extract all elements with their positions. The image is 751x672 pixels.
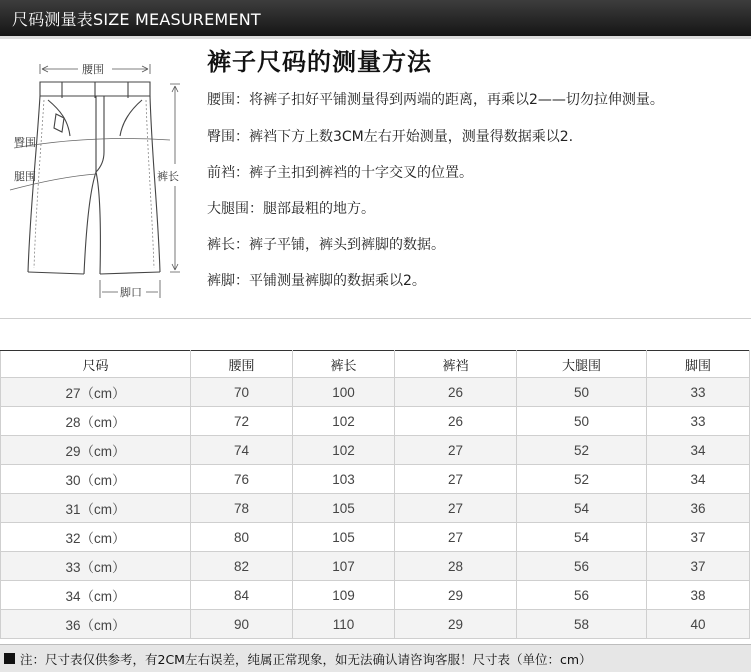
table-header-row bbox=[1, 351, 750, 378]
page-title: 尺码测量表SIZE MEASUREMENT bbox=[12, 10, 261, 29]
table-row bbox=[1, 610, 750, 639]
cell-hem: 38 bbox=[647, 581, 750, 610]
size-table bbox=[0, 350, 750, 639]
cell-length: 105 bbox=[293, 494, 395, 523]
cell-hem: 34 bbox=[647, 465, 750, 494]
cell-length: 107 bbox=[293, 552, 395, 581]
method-hem: 裤脚：平铺测量裤脚的数据乘以2。 bbox=[207, 273, 426, 289]
cell-waist: 84 bbox=[191, 581, 293, 610]
thigh-label: 腿围 bbox=[14, 170, 36, 183]
footer-note: 注：尺寸表仅供参考，有2CM左右误差，纯属正常现象，如无法确认请咨询客服！尺寸表（单位：cm） bbox=[20, 652, 592, 667]
table-row bbox=[1, 436, 750, 465]
cell-length: 110 bbox=[293, 610, 395, 639]
table-row bbox=[1, 581, 750, 610]
cell-thigh: 52 bbox=[517, 465, 647, 494]
footer-bar bbox=[0, 644, 751, 672]
method-length: 裤长：裤子平铺，裤头到裤脚的数据。 bbox=[207, 237, 445, 253]
method-waist: 腰围：将裤子扣好平铺测量得到两端的距离，再乘以2——切勿拉伸测量。 bbox=[207, 92, 664, 108]
cell-thigh: 50 bbox=[517, 378, 647, 407]
pants-diagram bbox=[0, 40, 200, 310]
cell-rise: 26 bbox=[395, 378, 517, 407]
table-row bbox=[1, 523, 750, 552]
cell-hem: 37 bbox=[647, 523, 750, 552]
cell-length: 109 bbox=[293, 581, 395, 610]
cell-thigh: 50 bbox=[517, 407, 647, 436]
cell-size: 29（cm） bbox=[1, 436, 191, 465]
cell-size: 32（cm） bbox=[1, 523, 191, 552]
cell-length: 102 bbox=[293, 436, 395, 465]
cell-length: 100 bbox=[293, 378, 395, 407]
section-divider bbox=[0, 318, 751, 319]
cell-waist: 82 bbox=[191, 552, 293, 581]
cell-size: 31（cm） bbox=[1, 494, 191, 523]
cell-hem: 37 bbox=[647, 552, 750, 581]
cell-thigh: 58 bbox=[517, 610, 647, 639]
cell-waist: 80 bbox=[191, 523, 293, 552]
cell-hem: 33 bbox=[647, 378, 750, 407]
table-row bbox=[1, 378, 750, 407]
header-size: 尺码 bbox=[1, 351, 191, 378]
table-row bbox=[1, 465, 750, 494]
method-title: 裤子尺码的测量方法 bbox=[207, 48, 432, 76]
waist-label: 腰围 bbox=[82, 63, 104, 76]
header-divider bbox=[0, 36, 751, 39]
header-bar bbox=[0, 0, 751, 37]
header-hem: 脚围 bbox=[647, 351, 750, 378]
header-thigh: 大腿围 bbox=[517, 351, 647, 378]
cell-hem: 36 bbox=[647, 494, 750, 523]
length-label: 裤长 bbox=[157, 170, 179, 183]
cell-rise: 29 bbox=[395, 581, 517, 610]
cell-hem: 33 bbox=[647, 407, 750, 436]
cell-rise: 26 bbox=[395, 407, 517, 436]
cell-rise: 27 bbox=[395, 523, 517, 552]
hem-label: 脚口 bbox=[120, 286, 142, 299]
cell-size: 28（cm） bbox=[1, 407, 191, 436]
cell-rise: 27 bbox=[395, 436, 517, 465]
cell-waist: 74 bbox=[191, 436, 293, 465]
cell-rise: 29 bbox=[395, 610, 517, 639]
cell-size: 30（cm） bbox=[1, 465, 191, 494]
cell-hem: 34 bbox=[647, 436, 750, 465]
cell-thigh: 56 bbox=[517, 581, 647, 610]
cell-rise: 27 bbox=[395, 465, 517, 494]
cell-rise: 27 bbox=[395, 494, 517, 523]
table-row bbox=[1, 494, 750, 523]
cell-length: 103 bbox=[293, 465, 395, 494]
cell-waist: 90 bbox=[191, 610, 293, 639]
cell-length: 105 bbox=[293, 523, 395, 552]
cell-hem: 40 bbox=[647, 610, 750, 639]
table-row bbox=[1, 407, 750, 436]
method-front-rise: 前裆：裤子主扣到裤裆的十字交叉的位置。 bbox=[207, 165, 473, 181]
square-bullet-icon bbox=[4, 653, 15, 664]
cell-thigh: 52 bbox=[517, 436, 647, 465]
cell-thigh: 54 bbox=[517, 523, 647, 552]
method-hip: 臀围：裤裆下方上数3CM左右开始测量，测量得数据乘以2. bbox=[207, 129, 574, 145]
cell-size: 34（cm） bbox=[1, 581, 191, 610]
cell-size: 27（cm） bbox=[1, 378, 191, 407]
cell-waist: 70 bbox=[191, 378, 293, 407]
table-row bbox=[1, 552, 750, 581]
method-thigh: 大腿围：腿部最粗的地方。 bbox=[207, 201, 375, 217]
cell-rise: 28 bbox=[395, 552, 517, 581]
header-length: 裤长 bbox=[293, 351, 395, 378]
header-waist: 腰围 bbox=[191, 351, 293, 378]
cell-thigh: 56 bbox=[517, 552, 647, 581]
header-rise: 裤裆 bbox=[395, 351, 517, 378]
cell-length: 102 bbox=[293, 407, 395, 436]
cell-waist: 72 bbox=[191, 407, 293, 436]
cell-waist: 78 bbox=[191, 494, 293, 523]
cell-waist: 76 bbox=[191, 465, 293, 494]
cell-size: 36（cm） bbox=[1, 610, 191, 639]
hip-label: 臀围 bbox=[14, 136, 36, 149]
cell-thigh: 54 bbox=[517, 494, 647, 523]
cell-size: 33（cm） bbox=[1, 552, 191, 581]
